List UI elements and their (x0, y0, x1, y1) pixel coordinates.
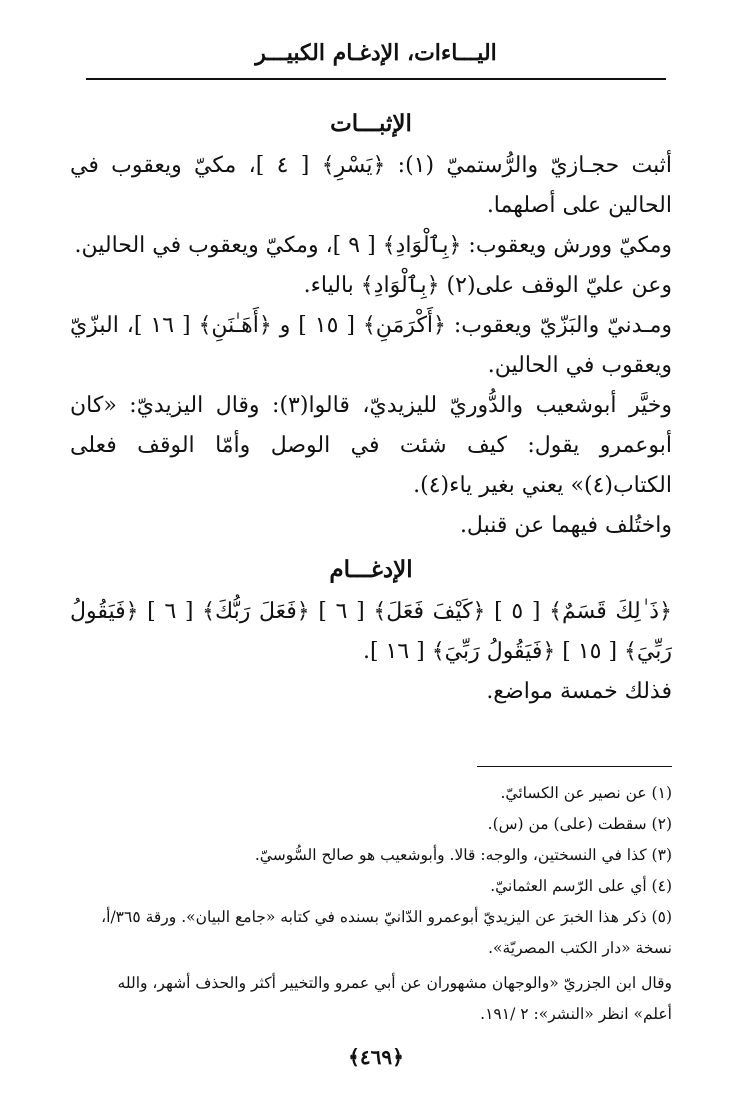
main-text (70, 100, 672, 712)
header-divider (86, 78, 666, 80)
paragraph: واختُلف فيهما عن قنبل. (459, 513, 672, 538)
footnotes (78, 778, 672, 1030)
paragraph: ومـدنيّ والبَزّيّ ويعقوب: ﴿أَكْرَمَنِ﴾ [ ١٥ ] و ﴿أَهَـٰنَنِ﴾ [ ١٦ ]، البزّيّ ويعقوب في الحالين. (70, 313, 672, 378)
footnote-continuation: وقال ابن الجزريّ «والوجهان مشهوران عن أبي عمرو والتخيير أكثر والحذف أشهر، والله أعلم» انظر «النشر»: ٢ /١٩١. (117, 974, 672, 1023)
footnote: (٢) سقطت (على) من (س). (487, 815, 672, 833)
footnote: (٣) كذا في النسختين، والوجه: قالا. وأبوشعيب هو صالح السُّوسيّ. (254, 846, 672, 864)
paragraph: أثبت حجـازيّ والرُّستميّ (١): ﴿يَسْرِ﴾ [ ٤ ]، مكيّ ويعقوب في الحالين على أصلهما. (70, 153, 672, 218)
paragraph: فذلك خمسة مواضع. (486, 679, 672, 704)
footnote-divider (477, 766, 672, 767)
footnote: (٥) ذكر هذا الخبرَ عن اليزيديّ أبوعمرو الدّانيّ بسنده في كتابه «جامع البيان». ورقة ٣٦٥/أ، نسخة «دار الكتب المصريّة». (101, 908, 672, 957)
paragraph: ﴿ذَ ٰلِكَ قَسَمٌ﴾ [ ٥ ] ﴿كَيْفَ فَعَلَ﴾ [ ٦ ] ﴿فَعَلَ رَبُّكَ﴾ [ ٦ ] ﴿فَيَقُولُ رَبِّيَ﴾ [ ١٥ ] ﴿فَيَقُولُ رَبِّيَ﴾ [ ١٦ ]. (70, 599, 672, 664)
paragraph: وخيَّر أبوشعيب والدُّوريّ لليزيديّ، قالوا(٣): وقال اليزيديّ: «كان أبوعمرو يقول: كيف شئت في الوصل وأمّا الوقف فعلى الكتاب(٤)» يعني بغير ياء(٤). (70, 393, 672, 498)
footnote: (١) عن نصير عن الكسائيّ. (500, 784, 672, 802)
paragraph: وعن عليّ الوقف على(٢) ﴿بِٱلْوَادِ﴾ بالياء. (303, 273, 672, 298)
section-title-ithbat: الإثبـــات (330, 110, 412, 137)
page-number: ﴿٤٦٩﴾ (348, 1045, 404, 1069)
section-title-idgham: الإدغـــام (329, 556, 413, 583)
paragraph: ومكيّ وورش ويعقوب: ﴿بِٱلْوَادِ﴾ [ ٩ ]، ومكيّ ويعقوب في الحالين. (74, 233, 672, 258)
running-header: اليـــاءات، الإدغـام الكبيـــر (255, 40, 497, 66)
footnote: (٤) أي على الرّسم العثمانيّ. (490, 877, 672, 895)
